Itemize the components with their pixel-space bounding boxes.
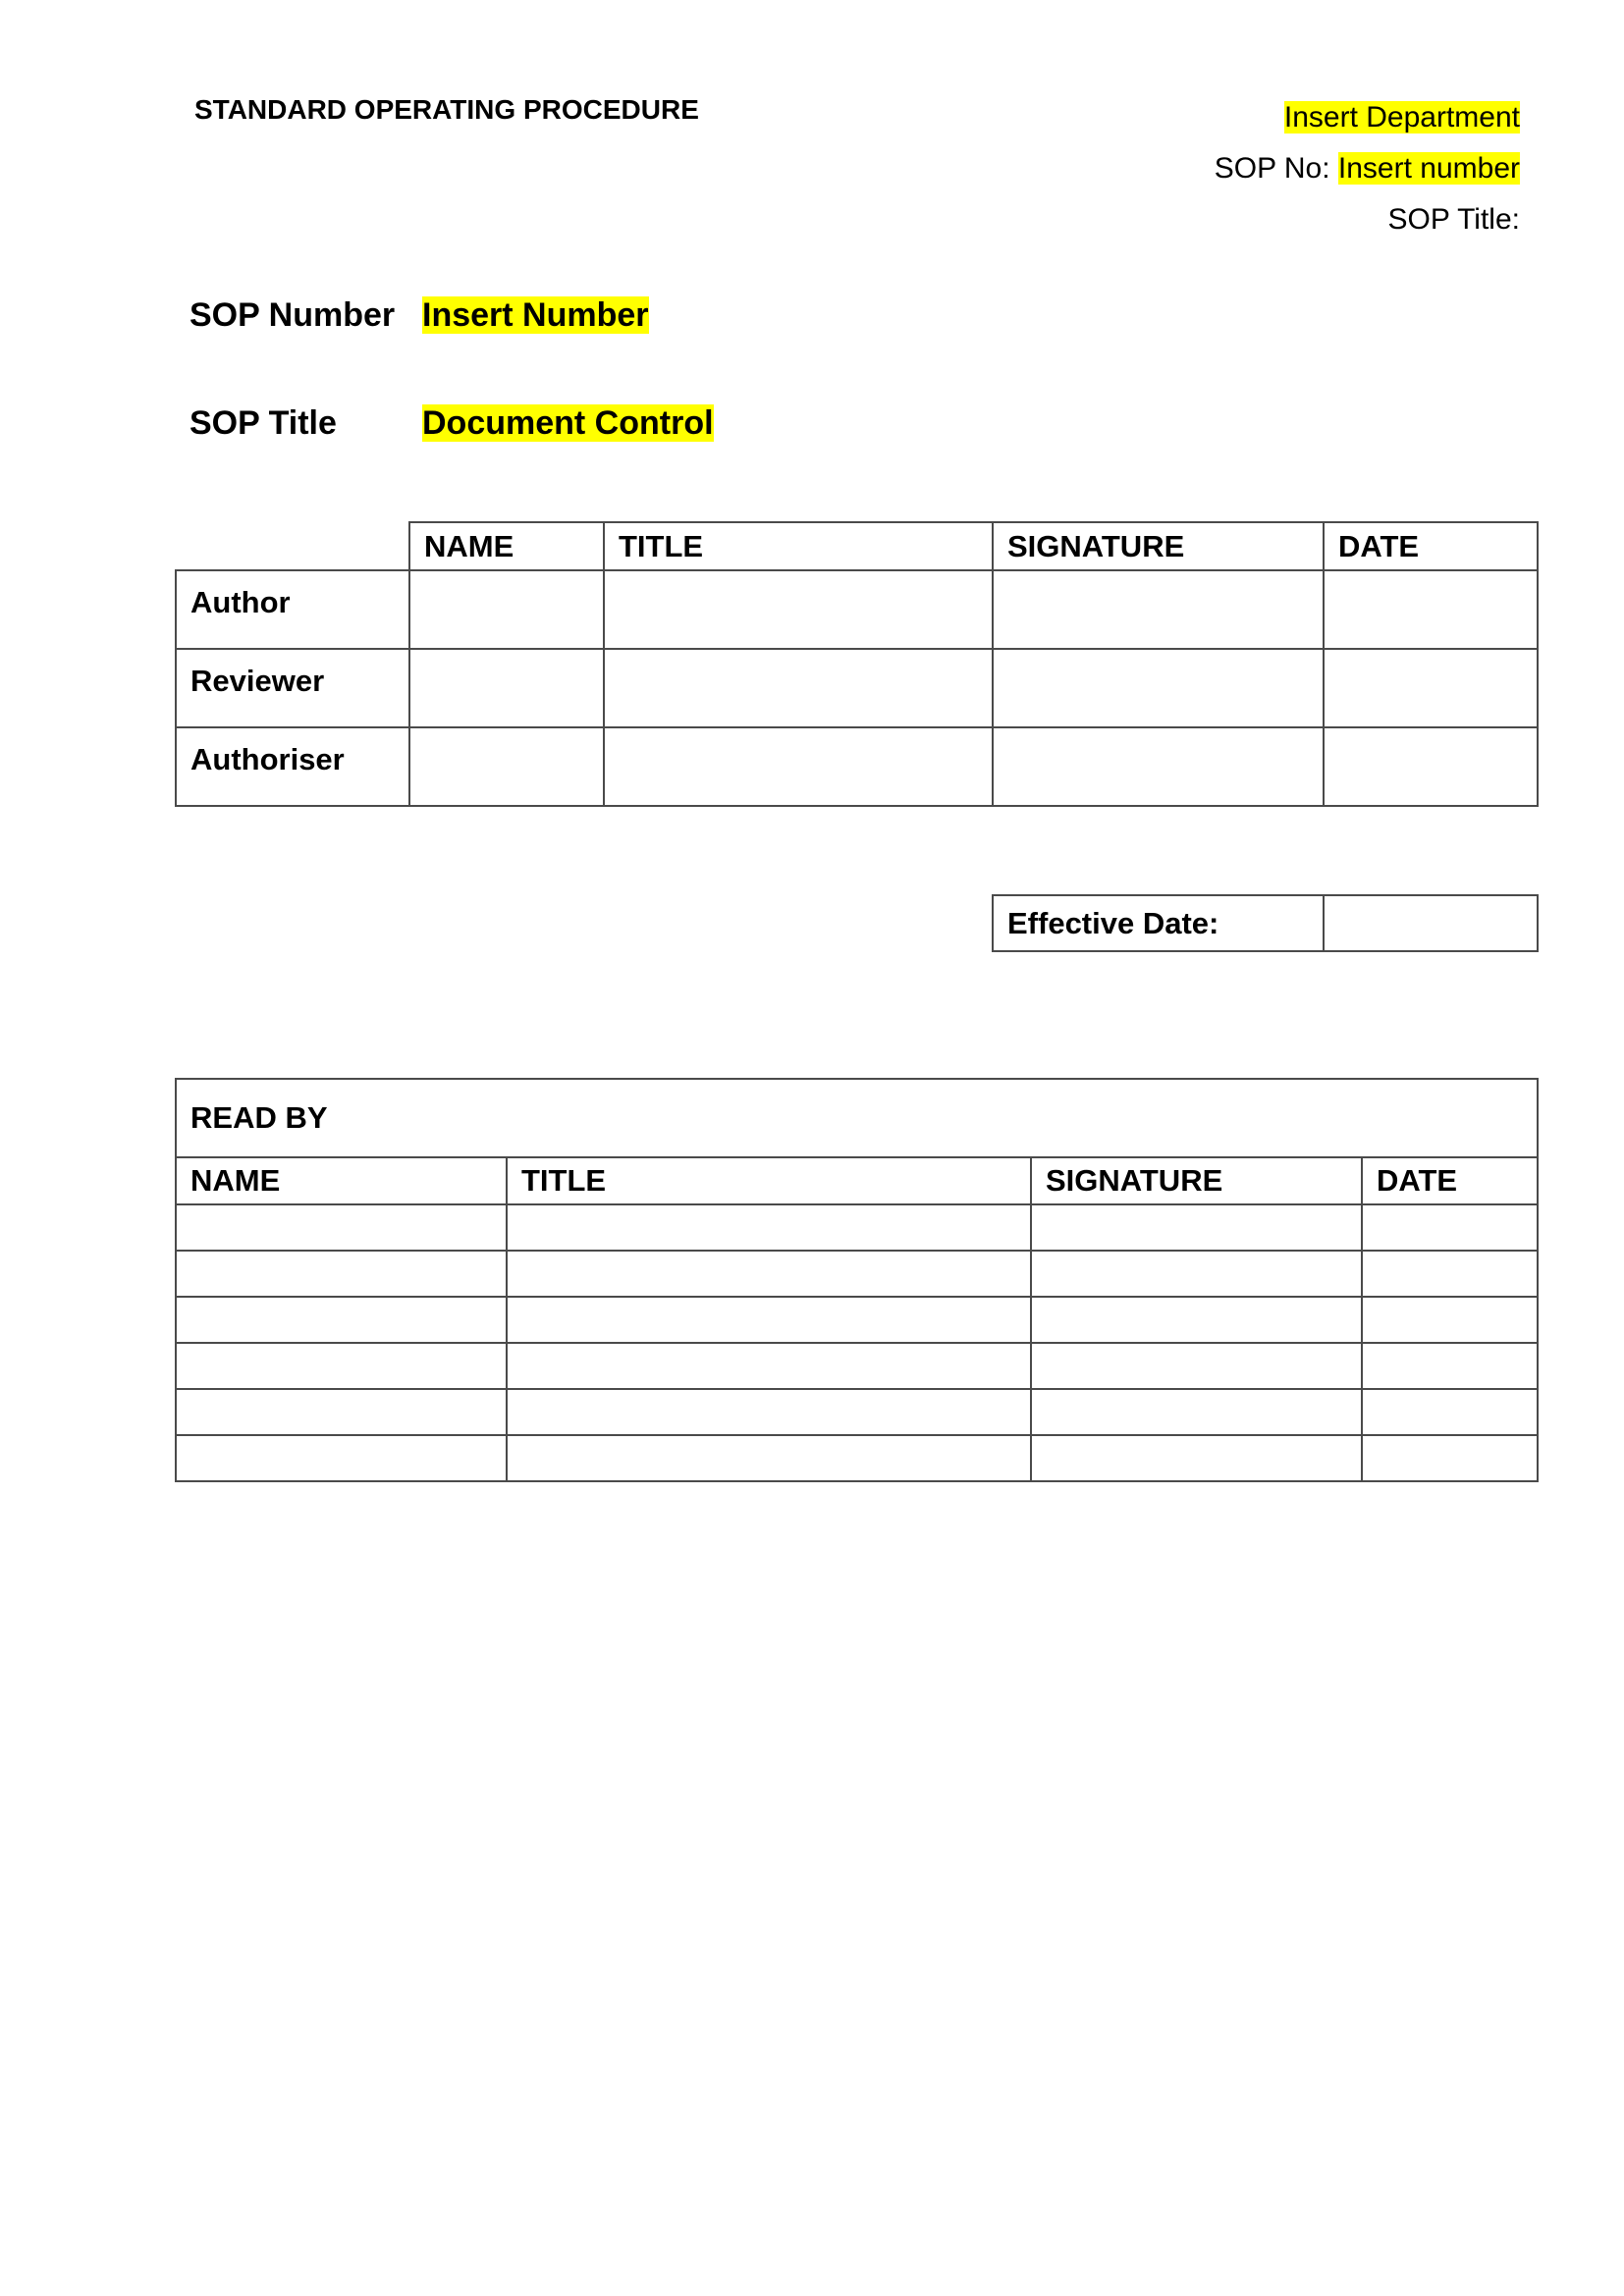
approval-col-signature-label: SIGNATURE (1007, 528, 1185, 563)
sop-number-value: Insert Number (422, 296, 649, 334)
approval-col-date (1324, 522, 1538, 570)
table-row (176, 1389, 1538, 1435)
read-by-date-cell[interactable] (1362, 1343, 1538, 1389)
approval-col-name (409, 522, 604, 570)
sop-number-label: SOP Number (189, 296, 396, 334)
read-by-date-cell[interactable] (1362, 1435, 1538, 1481)
effective-date-value-cell[interactable] (1324, 895, 1538, 951)
read-by-col-signature (1031, 1157, 1362, 1204)
read-by-name-cell[interactable] (176, 1204, 507, 1251)
read-by-signature-cell[interactable] (1031, 1297, 1362, 1343)
authoriser-signature-cell[interactable] (993, 727, 1324, 806)
read-by-name-cell[interactable] (176, 1343, 507, 1389)
read-by-title-cell[interactable] (507, 1389, 1031, 1435)
read-by-title-cell[interactable] (507, 1435, 1031, 1481)
read-by-date-cell[interactable] (1362, 1297, 1538, 1343)
read-by-title-cell (176, 1079, 1538, 1157)
approval-col-date-label: DATE (1338, 528, 1420, 563)
read-by-title-cell[interactable] (507, 1204, 1031, 1251)
approval-col-name-label: NAME (424, 528, 514, 563)
read-by-signature-cell[interactable] (1031, 1435, 1362, 1481)
approval-row-reviewer (176, 649, 1538, 727)
effective-date-label-cell (993, 895, 1324, 951)
sop-title-row (189, 403, 714, 443)
read-by-title-cell[interactable] (507, 1297, 1031, 1343)
read-by-title: READ BY (190, 1100, 328, 1135)
approval-role-cell (176, 570, 409, 649)
table-row (176, 1204, 1538, 1251)
approval-col-signature (993, 522, 1324, 570)
approval-col-title (604, 522, 993, 570)
approval-role-author: Author (190, 585, 291, 619)
approval-role-cell (176, 727, 409, 806)
read-by-name-cell[interactable] (176, 1435, 507, 1481)
read-by-col-date-label: DATE (1377, 1163, 1458, 1198)
authoriser-date-cell[interactable] (1324, 727, 1538, 806)
authoriser-title-cell[interactable] (604, 727, 993, 806)
read-by-col-date (1362, 1157, 1538, 1204)
effective-date-label: Effective Date: (1007, 905, 1219, 940)
read-by-title-row (176, 1079, 1538, 1157)
approval-row-authoriser (176, 727, 1538, 806)
sop-title-value: Document Control (422, 404, 714, 442)
read-by-col-name (176, 1157, 507, 1204)
read-by-date-cell[interactable] (1362, 1204, 1538, 1251)
read-by-name-cell[interactable] (176, 1389, 507, 1435)
sop-title-header-label: SOP Title: (1387, 203, 1520, 236)
approval-role-authoriser: Authoriser (190, 742, 345, 776)
table-row (176, 1297, 1538, 1343)
reviewer-date-cell[interactable] (1324, 649, 1538, 727)
approval-role-reviewer: Reviewer (190, 664, 325, 698)
read-by-date-cell[interactable] (1362, 1389, 1538, 1435)
read-by-signature-cell[interactable] (1031, 1389, 1362, 1435)
read-by-title-cell[interactable] (507, 1251, 1031, 1297)
approval-corner-cell (176, 522, 409, 570)
sop-number-row (189, 295, 649, 335)
sop-no-label: SOP No: (1214, 152, 1338, 185)
reviewer-signature-cell[interactable] (993, 649, 1324, 727)
author-name-cell[interactable] (409, 570, 604, 649)
document-type-heading: STANDARD OPERATING PROCEDURE (194, 94, 699, 125)
read-by-col-signature-label: SIGNATURE (1046, 1163, 1223, 1198)
read-by-signature-cell[interactable] (1031, 1251, 1362, 1297)
reviewer-title-cell[interactable] (604, 649, 993, 727)
reviewer-name-cell[interactable] (409, 649, 604, 727)
authoriser-name-cell[interactable] (409, 727, 604, 806)
read-by-table (175, 1078, 1539, 1482)
approval-table (175, 521, 1539, 807)
approval-role-cell (176, 649, 409, 727)
department-placeholder: Insert Department (1283, 101, 1520, 133)
read-by-col-name-label: NAME (190, 1163, 281, 1198)
table-row (176, 1343, 1538, 1389)
author-title-cell[interactable] (604, 570, 993, 649)
sop-title-label: SOP Title (189, 404, 337, 442)
read-by-signature-cell[interactable] (1031, 1343, 1362, 1389)
read-by-title-cell[interactable] (507, 1343, 1031, 1389)
table-row (176, 1251, 1538, 1297)
read-by-header-row (176, 1157, 1538, 1204)
author-signature-cell[interactable] (993, 570, 1324, 649)
read-by-name-cell[interactable] (176, 1251, 507, 1297)
effective-date-table (992, 894, 1539, 952)
approval-col-title-label: TITLE (619, 528, 704, 563)
read-by-date-cell[interactable] (1362, 1251, 1538, 1297)
page-header-right (1215, 92, 1520, 245)
table-row (176, 1435, 1538, 1481)
sop-no-placeholder: Insert number (1337, 152, 1520, 185)
read-by-name-cell[interactable] (176, 1297, 507, 1343)
read-by-col-title-label: TITLE (521, 1163, 607, 1198)
read-by-signature-cell[interactable] (1031, 1204, 1362, 1251)
approval-header-row (176, 522, 1538, 570)
author-date-cell[interactable] (1324, 570, 1538, 649)
approval-row-author (176, 570, 1538, 649)
read-by-col-title (507, 1157, 1031, 1204)
effective-date-row (993, 895, 1538, 951)
